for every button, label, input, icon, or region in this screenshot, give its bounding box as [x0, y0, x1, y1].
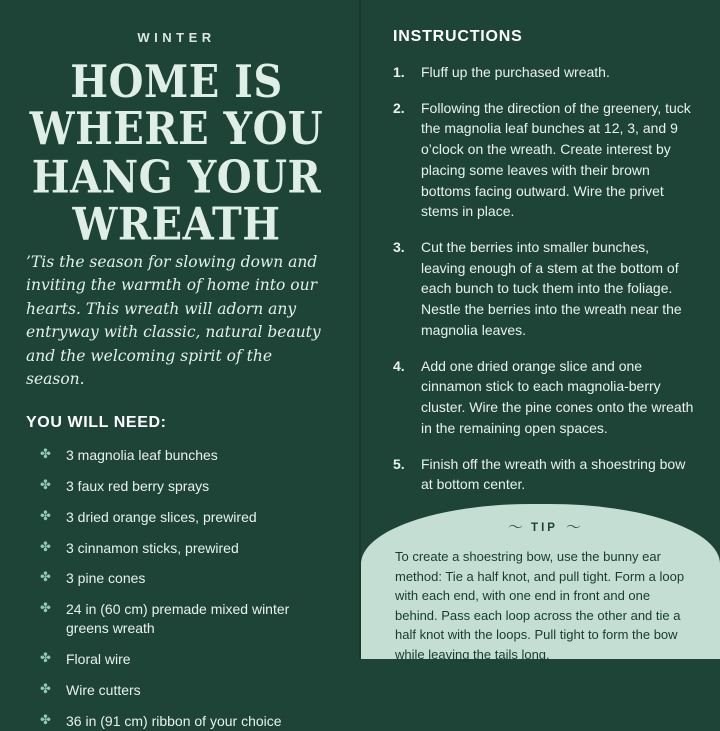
page-title: HOME IS WHERE YOU HANG YOUR WREATH: [29, 55, 324, 251]
list-item-label: 3 magnolia leaf bunches: [66, 446, 218, 463]
intro-paragraph: ’Tis the season for slowing down and inviting the warmth of home into our hearts. This wreath will adorn any entryway with classic, natural beauty and the welcoming spirit of the season.: [26, 252, 321, 389]
instructions-heading: INSTRUCTIONS: [393, 28, 523, 45]
flower-bullet-icon: ✤: [40, 445, 51, 461]
instruction-step: [393, 98, 694, 222]
step-number: 2.: [393, 99, 405, 116]
step-number: 4.: [393, 357, 405, 374]
flourish-right-icon: 〜: [565, 518, 581, 536]
left-column: [0, 0, 359, 729]
list-item: [40, 712, 329, 731]
instruction-step: [393, 454, 694, 495]
step-number: 3.: [393, 239, 405, 256]
materials-heading: YOU WILL NEED:: [26, 413, 167, 431]
tip-body-text: To create a shoestring bow, use the bunny ear method: Tie a half knot, and pull tight. Form a loop with each end, with one end in front and one behind. Pass each loop across the other and tie a half knot with the loops. Pull tight to form the bow while leaving the tails long.: [395, 549, 685, 662]
list-item: [40, 600, 329, 638]
instruction-step: [393, 62, 694, 83]
instruction-step: [393, 237, 694, 341]
list-item-label: 3 dried orange slices, prewired: [66, 508, 257, 525]
materials-list: [24, 446, 329, 731]
list-item-label: 24 in (60 cm) premade mixed winter greens wreath: [66, 601, 290, 637]
list-item: [40, 539, 329, 558]
instruction-step: [393, 356, 694, 439]
list-item: [40, 446, 329, 465]
flower-bullet-icon: ✤: [40, 507, 51, 523]
list-item: [40, 650, 329, 669]
step-text: Fluff up the purchased wreath.: [421, 64, 610, 80]
tip-panel: [361, 504, 720, 662]
flower-bullet-icon: ✤: [40, 569, 51, 585]
flower-bullet-icon: ✤: [40, 680, 51, 696]
list-item-label: 3 cinnamon sticks, prewired: [66, 539, 239, 556]
season-label: WINTER: [137, 30, 216, 45]
step-number: 1.: [393, 64, 405, 80]
list-item-label: Wire cutters: [66, 681, 141, 698]
step-number: 5.: [393, 455, 405, 472]
step-text: Following the direction of the greenery, tuck the magnolia leaf bunches at 12, 3, and 9 o’clock on the wreath. Create interest by placing some leaves with their brown bottoms facing outward. Wire the privet stems in place.: [421, 99, 691, 220]
list-item-label: 3 faux red berry sprays: [66, 477, 210, 494]
tip-label: TIP: [531, 521, 558, 534]
instructions-list: [393, 62, 694, 495]
step-text: Add one dried orange slice and one cinnamon stick to each magnolia-berry cluster. Wire the pine cones onto the wreath in the remaining open spaces.: [421, 357, 694, 436]
flourish-left-icon: 〜: [508, 518, 524, 536]
tip-header: [395, 520, 694, 535]
flower-bullet-icon: ✤: [40, 711, 51, 727]
list-item: [40, 681, 329, 700]
step-text: Cut the berries into smaller bunches, leaving enough of a stem at the bottom of each bunch to tuck them into the foliage. Nestle the berries into the wreath near the magnolia leaves.: [421, 239, 682, 338]
flower-bullet-icon: ✤: [40, 538, 51, 554]
list-item-label: Floral wire: [66, 651, 131, 668]
list-item: [40, 477, 329, 496]
list-item-label: 3 pine cones: [66, 570, 146, 587]
step-text: Finish off the wreath with a shoestring bow at bottom center.: [421, 455, 686, 493]
flower-bullet-icon: ✤: [40, 476, 51, 492]
list-item: [40, 508, 329, 527]
flower-bullet-icon: ✤: [40, 650, 51, 666]
flower-bullet-icon: ✤: [40, 600, 51, 616]
list-item: [40, 569, 329, 588]
list-item-label: 36 in (91 cm) ribbon of your choice: [66, 712, 282, 729]
